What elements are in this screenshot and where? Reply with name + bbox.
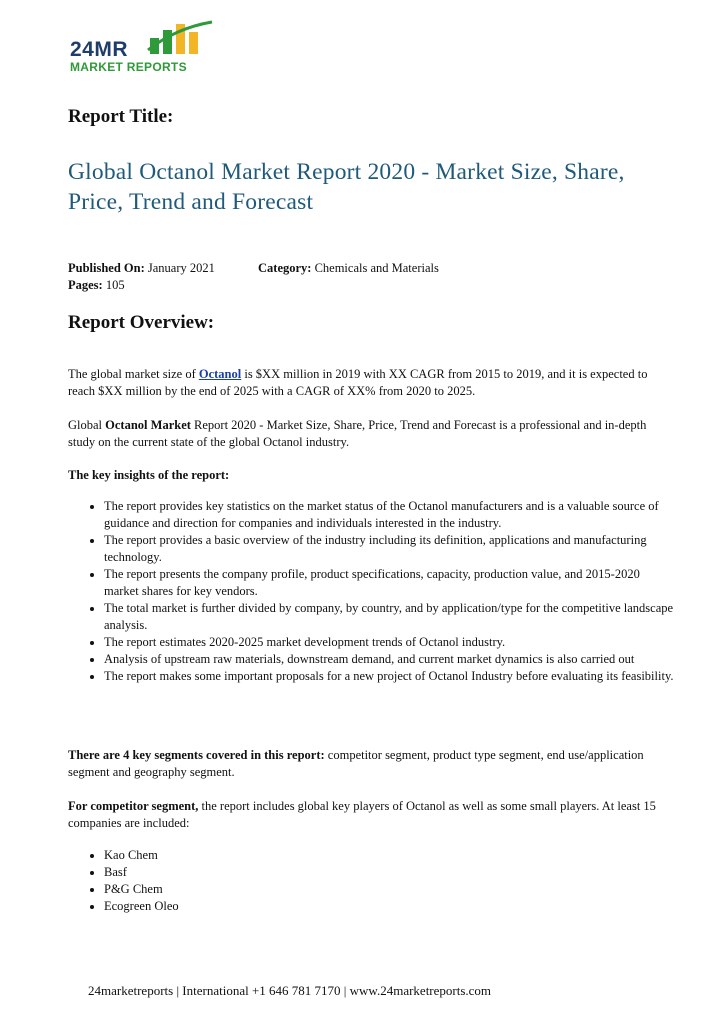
list-item: • The report makes some important proposals for a new project of Octanol Industry before evaluating its feasibility.	[104, 668, 674, 685]
list-item: • Ecogreen Oleo	[104, 898, 674, 915]
p1-before: The global market size of	[68, 367, 199, 381]
p2-bold: Octanol Market	[105, 418, 191, 432]
list-item: • Basf	[104, 864, 674, 881]
pages	[68, 277, 125, 294]
companies-list	[86, 847, 674, 915]
segments-paragraph	[68, 747, 658, 781]
category	[258, 260, 439, 277]
p2-after: Report 2020 - Market Size, Share, Price, Trend and Forecast is a professional and in-depth study on the current state of the global Octanol industry.	[68, 418, 647, 449]
segments-bold: There are 4 key segments covered in this report:	[68, 748, 325, 762]
list-item: • Analysis of upstream raw materials, downstream demand, and current market dynamics is also carried out	[104, 651, 674, 668]
segments-text: competitor segment, product type segment, end use/application segment and geography segment.	[68, 748, 644, 779]
published-value: January 2021	[147, 261, 215, 275]
p2-before: Global	[68, 418, 106, 432]
octanol-link[interactable]: Octanol	[198, 367, 242, 381]
list-item: • P&G Chem	[104, 881, 674, 898]
report-title-label: Report Title:	[68, 106, 174, 127]
p1-after: is $XX million in 2019 with XX CAGR from 2015 to 2019, and it is expected to reach $XX million by the end of 2025 with a CAGR of XX% from 2020 to 2025.	[68, 367, 648, 398]
report-overview-heading: Report Overview:	[68, 312, 215, 333]
logo-bars-icon	[146, 20, 216, 60]
competitor-paragraph	[68, 798, 658, 832]
insights-label: The key insights of the report:	[68, 468, 230, 482]
logo-brand: 24MR	[70, 38, 129, 61]
competitor-bold: For competitor segment,	[68, 799, 199, 813]
list-item: • The report provides a basic overview of the industry including its definition, applications and manufacturing technology.	[104, 532, 674, 566]
category-label: Category:	[258, 261, 312, 275]
key-insights-list	[86, 498, 674, 685]
competitor-text: the report includes global key players of Octanol as well as some small players. At least 15 companies are included:	[68, 799, 656, 830]
list-item: • Kao Chem	[104, 847, 674, 864]
category-value: Chemicals and Materials	[314, 261, 439, 275]
overview-paragraph-2	[68, 417, 658, 451]
list-item: • The report provides key statistics on the market status of the Octanol manufacturers and is a valuable source of guidance and direction for companies and individuals interested in the industry.	[104, 498, 674, 532]
list-item: • The report presents the company profile, product specifications, capacity, production value, and 2015-2020 market shares for key vendors.	[104, 566, 674, 600]
published-label: Published On:	[68, 261, 145, 275]
list-item: • The report estimates 2020-2025 market development trends of Octanol industry.	[104, 634, 674, 651]
list-item: • The total market is further divided by company, by country, and by application/type for the competitive landscape analysis.	[104, 600, 674, 634]
pages-label: Pages:	[68, 278, 103, 292]
page-footer: 24marketreports | International +1 646 781 7170 | www.24marketreports.com	[88, 983, 492, 998]
overview-paragraph-1	[68, 366, 658, 400]
report-title: Global Octanol Market Report 2020 - Market Size, Share, Price, Trend and Forecast	[68, 159, 625, 215]
key-insights-heading	[68, 467, 658, 484]
company-logo	[70, 20, 220, 78]
logo-subtitle: MARKET REPORTS	[70, 60, 187, 74]
published-on	[68, 260, 215, 277]
pages-value: 105	[105, 278, 125, 292]
